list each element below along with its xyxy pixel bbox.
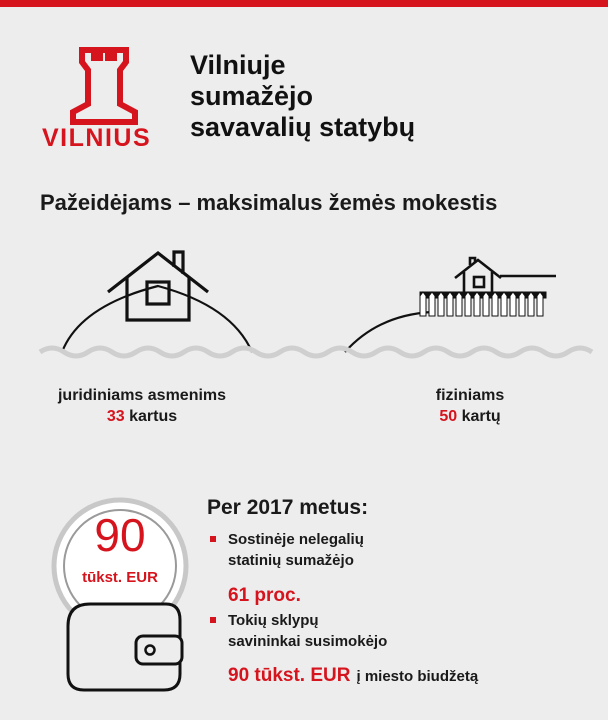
page-title — [190, 50, 415, 143]
bullet-marker — [210, 617, 216, 623]
fence-icon — [420, 292, 546, 316]
bullet-marker — [210, 536, 216, 542]
period-title: Per 2017 metus: — [207, 496, 369, 519]
bullet-2-text — [228, 610, 387, 652]
bullet-line: Tokių sklypų — [228, 612, 319, 629]
bullet-2-tail: į miesto biudžetą — [356, 668, 479, 685]
brand-name: VILNIUS — [42, 124, 152, 152]
badge-value: 90 — [94, 509, 146, 561]
legal-persons-unit: kartus — [129, 408, 178, 425]
title-line: savavalių statybų — [190, 112, 416, 142]
bullet-line: Sostinėje nelegalių — [228, 531, 364, 548]
natural-persons-unit: kartų — [461, 408, 501, 425]
badge-unit: tūkst. EUR — [82, 569, 158, 586]
title-line: sumažėjo — [190, 81, 314, 111]
subtitle: Pažeidėjams – maksimalus žemės mokestis — [40, 190, 498, 215]
bullet-1-highlight: 61 proc. — [228, 585, 301, 606]
houses-on-hills-illustration — [0, 230, 608, 370]
bullet-1-text — [228, 529, 364, 571]
bullet-line: statinių sumažėjo — [228, 552, 354, 569]
legal-persons-caption — [42, 385, 242, 427]
water-wave — [40, 348, 592, 356]
bullet-2-highlight — [228, 665, 478, 687]
wallet-icon — [60, 596, 188, 696]
bullet-line: savininkai susimokėjo — [228, 633, 388, 650]
natural-persons-value: 50 — [439, 408, 458, 425]
natural-persons-caption — [430, 385, 510, 427]
natural-persons-label: fiziniams — [435, 387, 505, 404]
small-house-icon — [455, 258, 556, 292]
top-accent-bar — [0, 0, 608, 7]
bullet-2-amount: 90 tūkst. EUR — [228, 665, 351, 686]
title-line: Vilniuje — [190, 50, 286, 80]
legal-persons-label: juridiniams asmenims — [57, 387, 227, 404]
legal-persons-value: 33 — [106, 408, 125, 425]
